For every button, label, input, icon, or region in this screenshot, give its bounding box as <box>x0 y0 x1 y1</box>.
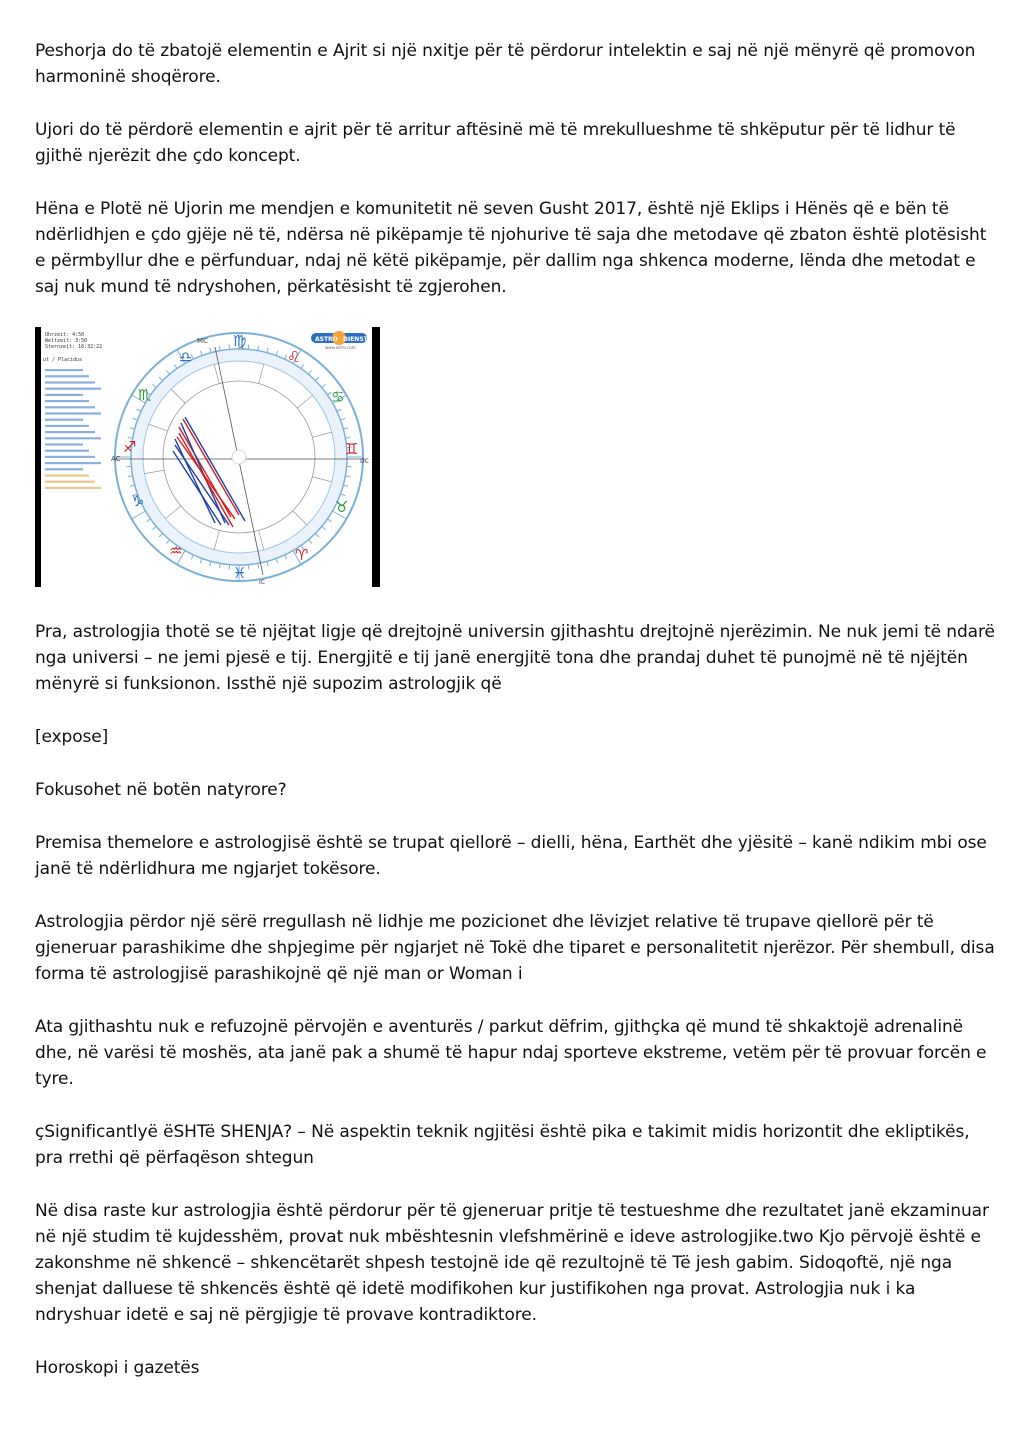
chart-header-line: Weltzeit: 3:50 <box>45 338 88 344</box>
sidebar-data-row <box>45 468 83 470</box>
paragraph-adventure: Ata gjithashtu nuk e refuzojnë përvojën e aventurës / parkut dëfrim, gjithçka që mund të shkaktojë adrenalinë dhe, në varësi të moshës, ata janë pak a shumë të hapur ndaj sporteve ekstreme, vetëm për të provuar forcën e tyre. <box>35 1017 987 1089</box>
paragraph-rules: Astrologjia përdor një sërë rregullash në lidhje me pozicionet dhe lëvizjet relative të trupave qiellorë për të gjeneruar parashikime dhe shpjegime për ngjarjet në Tokë dhe tiparet e personalitetit njerëzor. Për shembull, disa forma të astrologjisë parashikojnë që një man or Woman i <box>35 912 995 984</box>
paragraph-premise: Premisa themelore e astrologjisë është se trupat qiellorë – dielli, hëna, Earthët dhe yjësitë – kanë ndikim mbi ose janë të ndërlidhura me ngjarjet tokësore. <box>35 833 987 879</box>
zodiac-glyph: ♎ <box>179 348 193 366</box>
article-body <box>35 38 995 1408</box>
sidebar-data-row <box>45 394 83 396</box>
chart-house-system-label: ut / Placidus <box>43 357 83 363</box>
zodiac-glyph: ♊ <box>345 440 359 458</box>
paragraph-question: Fokusohet në botën natyrore? <box>35 780 287 800</box>
sidebar-data-row <box>45 443 83 445</box>
zodiac-glyph: ♌ <box>287 348 301 366</box>
paragraph-sign: çSignificantlyë ëSHTë SHENJA? – Në aspektin teknik ngjitësi është pika e takimit midis horizontit dhe ekliptikës, pra rrethi që përfaqëson shtegun <box>35 1122 970 1168</box>
sidebar-data-row <box>45 406 95 408</box>
ac-label: AC <box>111 455 121 463</box>
svg-text:DIENST: DIENST <box>343 336 368 343</box>
paragraph-full-moon: Hëna e Plotë në Ujorin me mendjen e komunitetit në seven Gusht 2017, është një Eklips i Hënës që e bën të ndërlidhjen e çdo gjëje në të, ndërsa në pikëpamje të njohurive të saja dhe metodave që zbaton është plotësisht e përmbyllur dhe e përfunduar, ndaj në këtë pikëpamje, për dallim nga shkenca moderne, lënda dhe metodat e saj nuk mund të ndryshohen, përkatësisht të zgjerohen. <box>35 199 987 297</box>
sidebar-data-row <box>45 375 89 377</box>
sidebar-data-row <box>45 487 101 489</box>
zodiac-glyph: ♈ <box>295 546 309 564</box>
sidebar-data-row <box>45 474 89 476</box>
sidebar-data-row <box>45 381 95 383</box>
sidebar-data-row <box>45 431 95 433</box>
sidebar-data-row <box>45 425 89 427</box>
zodiac-glyph: ♒ <box>169 542 183 560</box>
sidebar-data-row <box>45 412 101 414</box>
zodiac-glyph: ♑ <box>131 492 145 510</box>
chart-header-line: Uhrzeit: 4:50 <box>45 332 85 338</box>
zodiac-glyph: ♉ <box>335 498 349 516</box>
zodiac-glyph: ♋ <box>331 388 345 406</box>
paragraph-expose: [expose] <box>35 727 109 747</box>
sidebar-data-row <box>45 437 101 439</box>
zodiac-glyph: ♏ <box>138 386 152 404</box>
zodiac-glyph: ♐ <box>123 438 137 456</box>
sidebar-data-row <box>45 388 101 390</box>
paragraph-aquarius: Ujori do të përdorë elementin e ajrit për të arritur aftësinë më të mrekullueshme të shkëputur për të lidhur të gjithë njerëzit dhe çdo koncept. <box>35 120 956 166</box>
zodiac-glyph: ♍ <box>233 332 247 350</box>
sidebar-data-row <box>45 462 101 464</box>
paragraph-laws: Pra, astrologjia thotë se të njëjtat ligje që drejtojnë universin gjithashtu drejtojnë njerëzimin. Ne nuk jemi të ndarë nga universi – ne jemi pjesë e tij. Energjitë e tij janë energjitë tona dhe prandaj duhet të punojmë në të njëjtën mënyrë si funksionon. Issthë një supozim astrologjik që <box>35 622 995 694</box>
sidebar-data-row <box>45 481 95 483</box>
natal-chart-graphic <box>35 327 380 587</box>
ic-label: IC <box>259 579 265 586</box>
svg-text:ASTRO: ASTRO <box>315 336 338 343</box>
astrology-chart-image <box>35 327 380 587</box>
sidebar-data-row <box>45 450 89 452</box>
dc-label: DC <box>360 458 369 465</box>
chart-header-line: Sternzeit: 16:32:22 <box>45 344 103 350</box>
svg-text:www.astro.com: www.astro.com <box>325 345 356 350</box>
zodiac-glyph: ♓ <box>233 564 247 582</box>
sidebar-data-row <box>45 400 89 402</box>
paragraph-libra: Peshorja do të zbatojë elementin e Ajrit si një nxitje për të përdorur intelektin e saj në një mënyrë që promovon harmoninë shoqërore. <box>35 41 976 87</box>
sidebar-data-row <box>45 419 83 421</box>
mc-label: MC <box>197 337 208 345</box>
paragraph-evidence: Në disa raste kur astrologjia është përdorur për të gjeneruar pritje të testueshme dhe rezultatet janë ekzaminuar në një studim të kujdesshëm, provat nuk mbështesnin vlefshmërinë e ideve astrologjike.two Kjo përvojë është e zakonshme në shkencë – shkencëtarët shpesh testojnë ide që rezultojnë të Të jesh gabim. Sidoqoftë, një nga shenjat dalluese të shkencës është që idetë modifikohen kur justifikohen nga provat. Astrologjia nuk i ka ndryshuar idetë e saj në përgjigje të provave kontradiktore. <box>35 1201 989 1325</box>
sidebar-data-row <box>45 369 83 371</box>
paragraph-newspaper: Horoskopi i gazetës <box>35 1358 200 1378</box>
sidebar-data-row <box>45 456 95 458</box>
